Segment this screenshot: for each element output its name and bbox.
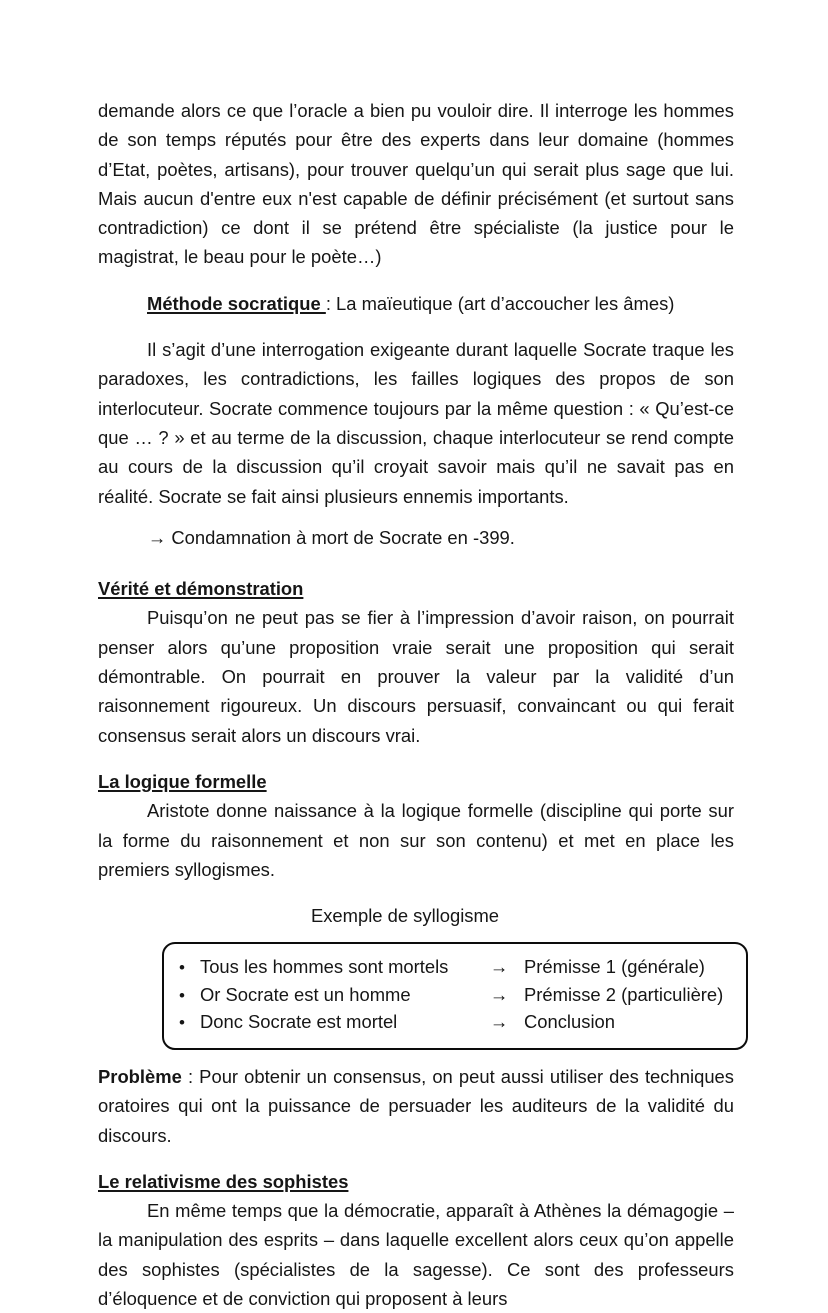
syllogism-label: Prémisse 1 (générale) <box>524 956 705 978</box>
spacer <box>98 511 734 523</box>
syllogism-row <box>164 954 746 982</box>
condamnation-arrow-line <box>98 523 734 552</box>
spacer <box>98 750 734 767</box>
paragraph-verite: Puisqu’on ne peut pas se fier à l’impression d’avoir raison, on pourrait penser alors qu’une proposition vraie serait une proposition qui serait démontrable. On pourrait en prouver la valeur par la validité d’un raisonnement rigoureux. Un discours persuasif, convaincant ou qui ferait consensus serait alors un discours vrai. <box>98 607 734 746</box>
spacer <box>98 552 734 574</box>
bullet-icon: • <box>179 1013 185 1033</box>
spacer <box>98 930 734 942</box>
spacer <box>98 272 734 289</box>
spacer <box>98 1150 734 1167</box>
heading-methode-socratique: Méthode socratique <box>147 292 326 314</box>
bullet-icon: • <box>179 958 185 978</box>
heading-verite-et-demonstration: Vérité et démonstration <box>98 578 304 600</box>
spacer <box>98 884 734 901</box>
heading-verite-row <box>98 574 734 603</box>
heading-la-logique-formelle: La logique formelle <box>98 770 267 792</box>
paragraph-probleme-text: : Pour obtenir un consensus, on peut aussi utiliser des techniques oratoires qui ont la puissance de persuader les auditeurs de la validité du discours. <box>98 1065 734 1146</box>
heading-probleme: Problème <box>98 1065 182 1087</box>
heading-relativisme-row <box>98 1167 734 1196</box>
arrow-right-icon: → <box>490 956 509 978</box>
caption-exemple-de-syllogisme: Exemple de syllogisme <box>310 905 500 927</box>
arrow-right-icon: → <box>490 1011 509 1033</box>
bullet-icon: • <box>179 985 185 1005</box>
syllogism-premise: Or Socrate est un homme <box>200 983 411 1005</box>
syllogism-row <box>164 1009 746 1037</box>
paragraph-probleme-row <box>98 1062 734 1150</box>
heading-le-relativisme-des-sophistes: Le relativisme des sophistes <box>98 1170 349 1192</box>
syllogism-row <box>164 982 746 1010</box>
spacer <box>98 318 734 335</box>
syllogism-premise: Donc Socrate est mortel <box>200 1011 398 1033</box>
methode-socratique-description: : La maïeutique (art d’accoucher les âmes) <box>325 292 675 314</box>
paragraph-oracle: demande alors ce que l’oracle a bien pu vouloir dire. Il interroge les hommes de son temps réputés pour être des experts dans leur domaine (hommes d’Etat, poètes, artisans), pour trouver quelqu’un qui serait plus sage que lui. Mais aucun d'entre eux n'est capable de définir précisément (et surtout sans contradiction) ce dont il se prétend être spécialiste (la justice pour le magistrat, le beau pour le poète…) <box>98 100 734 268</box>
paragraph-logique: Aristote donne naissance à la logique formelle (discipline qui porte sur la forme du raisonnement et non sur son contenu) et met en place les premiers syllogismes. <box>98 800 734 880</box>
condamnation-text: Condamnation à mort de Socrate en -399. <box>171 526 515 548</box>
syllogism-label: Prémisse 2 (particulière) <box>524 983 724 1005</box>
syllogism-premise: Tous les hommes sont mortels <box>200 956 449 978</box>
methode-socratique-line <box>98 289 734 318</box>
syllogism-box <box>162 942 748 1050</box>
arrow-right-icon: → <box>148 526 167 548</box>
heading-logique-row <box>98 767 734 796</box>
arrow-right-icon: → <box>490 983 509 1005</box>
syllogism-label: Conclusion <box>524 1011 615 1033</box>
paragraph-relativisme: En même temps que la démocratie, apparaît à Athènes la démagogie – la manipulation des esprits – dans laquelle excellent alors ceux qu’on appelle des sophistes (spécialistes de la sagesse). Ce sont des professeurs d’éloquence et de conviction qui proposent à leurs <box>98 1200 734 1309</box>
document-text-column <box>98 96 734 1313</box>
spacer <box>98 1050 734 1062</box>
paragraph-maieutique: Il s’agit d’une interrogation exigeante durant laquelle Socrate traque les paradoxes, les contradictions, les failles logiques des propos de son interlocuteur. Socrate commence toujours par la même question : « Qu’est-ce que … ? » et au terme de la discussion, chaque interlocuteur se rend compte au cours de la discussion qu’il croyait savoir mais qu’il ne savait pas en réalité. Socrate se fait ainsi plusieurs ennemis importants. <box>98 339 734 507</box>
